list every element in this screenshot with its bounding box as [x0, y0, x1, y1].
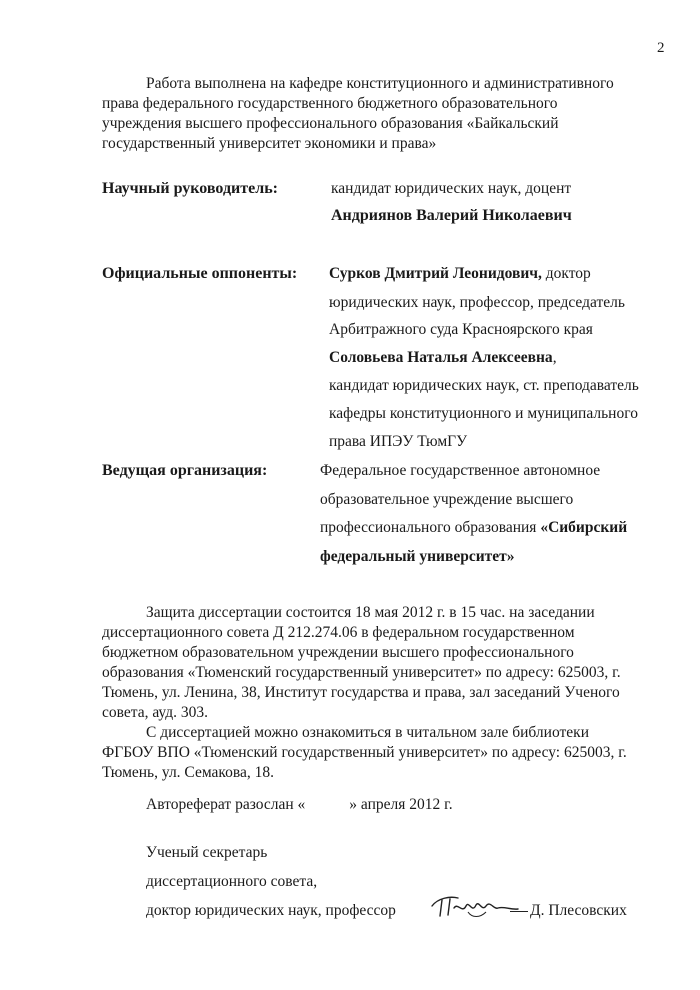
- lead-org-line-3: [320, 519, 627, 537]
- supervisor-name: Андриянов Валерий Николаевич: [331, 207, 572, 224]
- defense-line: Защита диссертации состоится 18 мая 2012 г. в 15 час. на заседании: [146, 604, 595, 621]
- opponent-1-name: Сурков Дмитрий Леонидович,: [329, 265, 542, 282]
- intro-line: права федерального государственного бюджетного образовательного: [102, 95, 558, 112]
- opponent-2-line-2: кафедры конституционного и муниципального: [329, 405, 638, 422]
- intro-line: государственный университет экономики и права»: [102, 135, 437, 152]
- dispatch-after: » апреля 2012 г.: [349, 796, 453, 813]
- opponents-label: Официальные оппоненты:: [102, 265, 298, 282]
- lead-org-name-end: федеральный университет»: [320, 548, 515, 565]
- defense-line: бюджетном образовательном учреждении высшего профессионального: [102, 644, 574, 661]
- defense-line: диссертационного совета Д 212.274.06 в федеральном государственном: [102, 624, 575, 641]
- supervisor-degree: кандидат юридических наук, доцент: [331, 180, 572, 197]
- library-line: ФГБОУ ВПО «Тюменский государственный университет» по адресу: 625003, г.: [102, 744, 627, 761]
- opponent-2-line-1: кандидат юридических наук, ст. преподаватель: [329, 377, 639, 394]
- library-line: Тюмень, ул. Семакова, 18.: [102, 764, 275, 781]
- defense-line: образования «Тюменский государственный университет» по адресу: 625003, г.: [102, 664, 621, 681]
- opponent-1-line-3: Арбитражного суда Красноярского края: [329, 321, 593, 338]
- library-line: С диссертацией можно ознакомиться в читальном зале библиотеки: [146, 724, 589, 741]
- opponent-1-title: доктор: [541, 265, 591, 282]
- opponent-2-comma: ,: [552, 349, 557, 366]
- lead-org-label: Ведущая организация:: [102, 462, 268, 479]
- opponent-1-position: председатель: [533, 294, 625, 311]
- secretary-name-text: Д. Плесовских: [530, 902, 627, 919]
- dispatch-line: [146, 796, 453, 814]
- lead-org-name-start: «Сибирский: [540, 519, 628, 536]
- dispatch-before: Автореферат разослан «: [146, 796, 306, 813]
- library-paragraph: [102, 723, 672, 783]
- page-number: 2: [657, 40, 665, 56]
- secretary-line-2: диссертационного совета,: [146, 873, 318, 890]
- intro-line: учреждения высшего профессионального образования «Байкальский: [102, 115, 559, 132]
- secretary-line-1: Ученый секретарь: [146, 844, 268, 861]
- opponent-2-line-3: права ИПЭУ ТюмГУ: [329, 433, 468, 450]
- intro-paragraph: [102, 74, 662, 154]
- lead-org-line-2: образовательное учреждение высшего: [320, 491, 574, 508]
- secretary-line-3: доктор юридических наук, профессор: [146, 902, 396, 919]
- opponent-2-line-name: [329, 349, 557, 367]
- supervisor-label: Научный руководитель:: [102, 180, 278, 197]
- intro-line: Работа выполнена на кафедре конституционного и административного: [146, 75, 614, 92]
- opponent-1-line-1: [329, 265, 591, 283]
- lead-org-line-1: Федеральное государственное автономное: [320, 462, 601, 479]
- defense-paragraph: [102, 603, 672, 723]
- secretary-name: [510, 902, 627, 920]
- opponent-1-degree: юридических наук, профессор,: [329, 294, 534, 311]
- opponent-2-name: Соловьева Наталья Алексеевна: [329, 349, 553, 366]
- defense-line: Тюмень, ул. Ленина, 38, Институт государства и права, зал заседаний Ученого: [102, 684, 620, 701]
- opponent-1-line-2: [329, 294, 625, 312]
- lead-org-text: профессионального образования: [320, 519, 541, 536]
- defense-line: совета, ауд. 303.: [102, 704, 208, 721]
